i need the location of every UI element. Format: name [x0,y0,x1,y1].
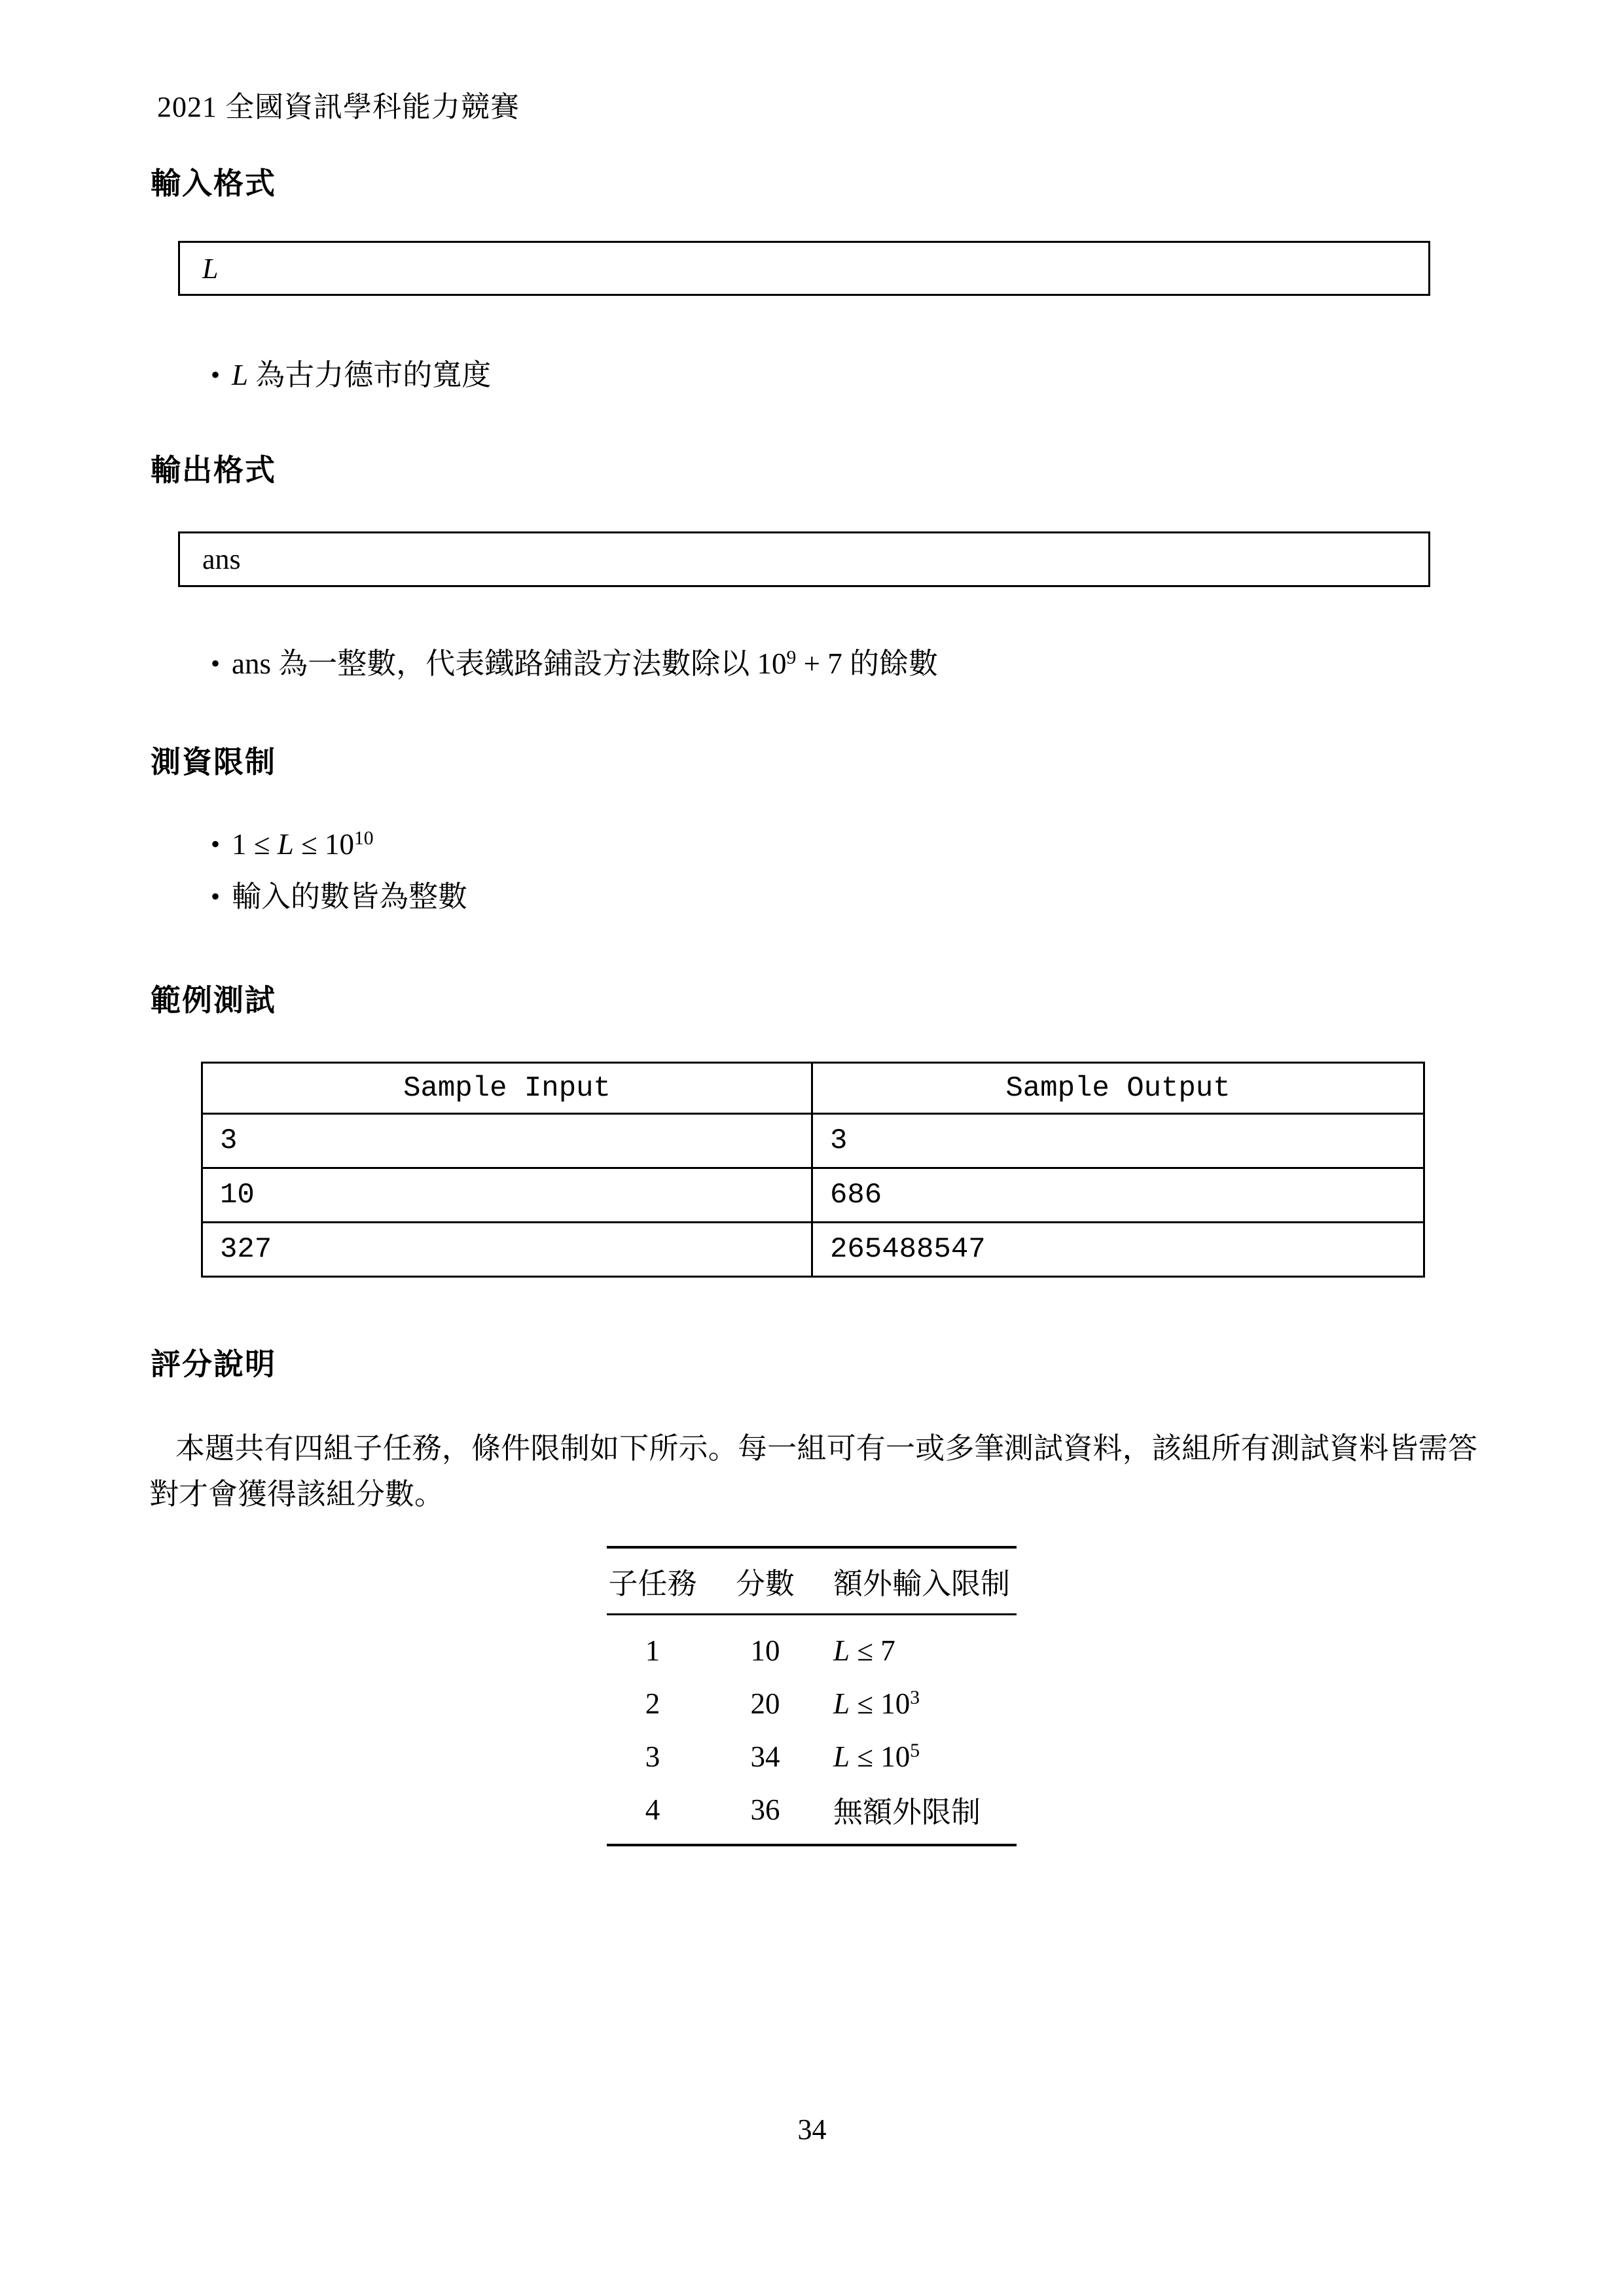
subtask-col-header: 子任務 [608,1568,697,1600]
sample-input-value: 3 [203,1115,813,1167]
document-header: 2021 全國資訊學科能力競賽 [157,91,520,123]
extra-constraint-col-header: 額外輸入限制 [833,1568,1011,1600]
heading-constraints: 測資限制 [151,745,276,779]
subtask-score: 34 [750,1740,780,1773]
subtask-constraint [833,1634,1017,1668]
bullet-icon: • [211,829,221,859]
subtask-score: 10 [750,1634,780,1667]
output-bullet [211,645,938,682]
table-bottom-rule [607,1844,1017,1846]
constraint-rest: ≤ 10 [850,1687,911,1720]
heading-sample-tests: 範例測試 [151,983,276,1017]
subtask-table-body [607,1615,1017,1844]
constraint-rest: ≤ 10 [850,1740,911,1773]
scoring-paragraph: 本題共有四組子任務，條件限制如下所示。每一組可有一或多筆測試資料，該組所有測試資料皆需答對才會獲得該組分數。 [149,1432,1477,1511]
heading-input-format: 輸入格式 [151,166,276,200]
heading-scoring: 評分說明 [151,1347,276,1381]
subtask-table [607,1546,1017,1846]
subtask-number: 1 [645,1634,660,1667]
constraint-sup: 5 [910,1740,920,1761]
sample-table-header-row [203,1064,1423,1113]
sample-table-row [203,1167,1423,1221]
sample-io-table [201,1062,1425,1278]
constraint-1-var: L [277,828,294,861]
sample-table-row [203,1113,1423,1167]
subtask-number: 2 [645,1687,660,1720]
constraint-rest: 無額外限制 [833,1796,981,1829]
bullet-icon: • [211,360,221,389]
subtask-score: 36 [750,1793,780,1826]
score-col-header: 分數 [735,1568,795,1600]
subtask-header-row [607,1549,1017,1613]
subtask-row [607,1783,1017,1836]
input-bullet [211,357,491,393]
constraint-rest: ≤ 7 [850,1634,895,1667]
sample-input-value: 10 [203,1169,813,1221]
constraint-1-text [232,826,374,863]
constraint-1-sup: 10 [353,828,374,850]
subtask-constraint [833,1788,1017,1831]
output-variable: ans [202,543,241,575]
sample-output-value: 3 [830,1124,848,1157]
constraint-bullet-2 [211,878,467,915]
output-bullet-prefix: ans 為一整數，代表鐵路鋪設方法數除以 10 [232,647,787,680]
subtask-number: 4 [645,1793,660,1826]
sample-table-row [203,1221,1423,1276]
subtask-constraint [833,1687,1017,1721]
subtask-row [607,1677,1017,1730]
output-bullet-text [232,645,938,682]
sample-output-value: 265488547 [830,1233,986,1266]
input-format-box [178,241,1430,296]
output-bullet-suffix: + 7 的餘數 [796,647,938,680]
subtask-row [607,1624,1017,1677]
heading-output-format: 輸出格式 [151,453,276,487]
bullet-icon: • [211,649,221,678]
page-number: 34 [797,2113,827,2145]
sample-input-value: 327 [203,1223,813,1276]
subtask-row [607,1730,1017,1783]
constraint-var: L [833,1634,850,1667]
output-format-box [178,531,1430,587]
constraint-1-prefix: 1 ≤ [232,828,278,861]
constraint-var: L [833,1740,850,1773]
sample-output-header: Sample Output [1005,1071,1231,1105]
sample-input-header: Sample Input [203,1064,813,1113]
input-bullet-desc: 為古力德市的寬度 [248,359,492,391]
constraint-1-mid: ≤ 10 [293,828,354,861]
input-bullet-text [232,357,491,393]
input-bullet-var: L [232,359,249,391]
constraint-bullet-1 [211,826,374,863]
constraint-2-text: 輸入的數皆為整數 [232,880,468,913]
output-bullet-sup: 9 [786,647,797,669]
input-variable: L [202,252,219,285]
constraint-var: L [833,1687,850,1720]
subtask-score: 20 [750,1687,780,1720]
subtask-constraint [833,1740,1017,1774]
constraint-sup: 3 [910,1687,920,1708]
subtask-number: 3 [645,1740,660,1773]
bullet-icon: • [211,882,221,911]
sample-output-value: 686 [830,1179,882,1211]
